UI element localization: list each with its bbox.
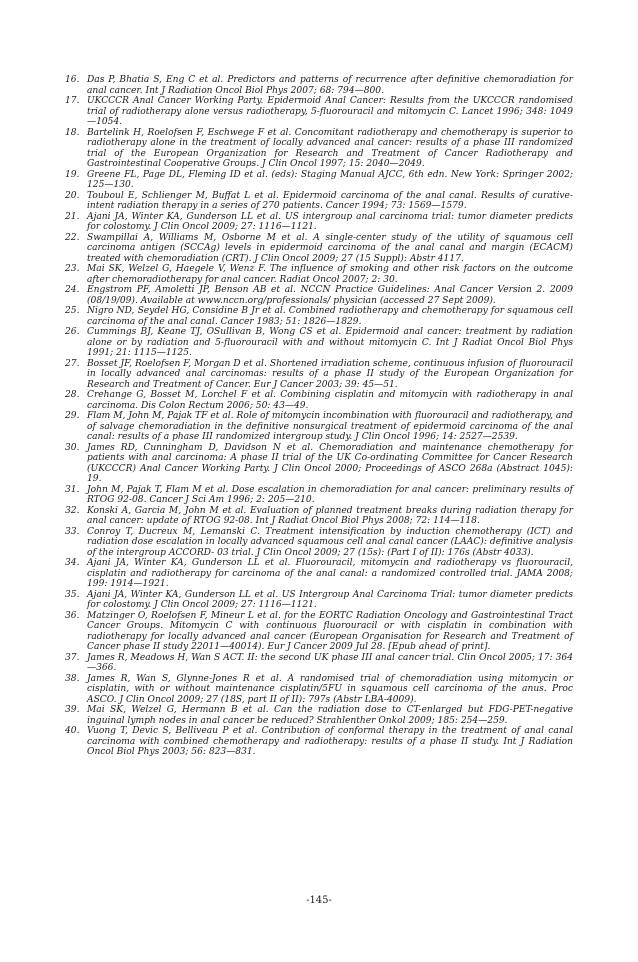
reference-item — [65, 726, 573, 758]
reference-text: Ajani JA, Winter KA, Gunderson LL et al. US intergroup anal carcinoma trial: tumor diameter predicts for colostomy. J Clin Oncol 2009; 27: 1116—1121. — [87, 211, 573, 232]
page-number: -145- — [306, 895, 332, 906]
reference-item — [65, 506, 573, 527]
reference-number: 31. — [65, 484, 80, 495]
reference-item — [65, 590, 573, 611]
reference-text: John M, Pajak T, Flam M et al. Dose escalation in chemoradiation for anal cancer: preliminary results of RTOG 92-08. Cancer J Sci Am 1996; 2: 205—210. — [87, 484, 573, 505]
reference-text: UKCCCR Anal Cancer Working Party. Epidermoid Anal Cancer: Results from the UKCCCR randomised trial of radiotherapy alone versus radiotherapy, 5-fluorouracil and mitomycin C. Lancet 1996; 348: 1049—1054. — [87, 96, 573, 127]
reference-number: 36. — [65, 610, 80, 621]
reference-item — [65, 285, 573, 306]
reference-item — [65, 390, 573, 411]
reference-text: James R, Wan S, Glynne-Jones R et al. A randomised trial of chemoradiation using mitomycin or cisplatin, with or without maintenance cisplatin/5FU in squamous cell carcinoma of the anus. Proc ASCO. J Clin Oncol 2009; 27 (18S, part II of II): 797s (Abstr LBA-4009). — [87, 673, 573, 705]
reference-number: 21. — [65, 211, 80, 222]
reference-text: Das P, Bhatia S, Eng C et al. Predictors and patterns of recurrence after definitive chemoradiation for anal cancer. Int J Radiation Oncol Biol Phys 2007; 68: 794—800. — [87, 75, 573, 96]
reference-item — [65, 191, 573, 212]
reference-text: Matzinger O, Roelofsen F, Mineur L et al. for the EORTC Radiation Oncology and Gastrointestinal Tract Cancer Groups. Mitomycin C with continuous fluorouracil or with cisplatin in combination with radiotherapy for locally advanced anal cancer (European Organisation for Research and Treatment of Cancer phase II study 22011—40014). Eur J Cancer 2009 Jul 28. [Epub ahead of print]. — [87, 610, 573, 652]
reference-number: 33. — [65, 526, 80, 537]
reference-text: Mai SK, Welzel G, Haegele V, Wenz F. The influence of smoking and other risk factors on the outcome after chemoradiotherapy for anal cancer. Radiat Oncol 2007; 2: 30. — [87, 264, 573, 285]
reference-number: 20. — [65, 190, 80, 201]
reference-item — [65, 212, 573, 233]
reference-item — [65, 170, 573, 191]
reference-number: 24. — [65, 285, 80, 295]
reference-text: Cummings BJ, Keane TJ, OSullivan B, Wong CS et al. Epidermoid anal cancer: treatment by radiation alone or by radiation and 5-fluorouracil with and without mitomycin C. Int J Radiat Oncol Biol Phys 1991; 21: 1115—1125. — [87, 327, 573, 358]
reference-number: 40. — [65, 726, 80, 736]
reference-number: 32. — [65, 505, 80, 516]
reference-item — [65, 674, 573, 706]
reference-text: Bartelink H, Roelofsen F, Eschwege F et al. Concomitant radiotherapy and chemotherapy is superior to radiotherapy alone in the treatment of locally advanced anal cancer: results of a phase III randomized trial of the European Organization for Research and Treatment of Cancer Radiotherapy and Gastrointestinal Cooperative Groups. J Clin Oncol 1997; 15: 2040—2049. — [87, 127, 573, 169]
reference-text: Engstrom PF, Amoletti JP, Benson AB et al. NCCN Practice Guidelines: Anal Cancer Version 2. 2009 (08/19/09). Available at www.nccn.org/professionals/ physician (accessed 27 Sept 2009). — [87, 285, 573, 306]
reference-number: 37. — [65, 652, 80, 663]
reference-number: 23. — [65, 264, 80, 274]
reference-text: Touboul E, Schlienger M, Buffat L et al. Epidermoid carcinoma of the anal canal. Results of curative-intent radiation therapy in a series of 270 patients. Cancer 1994; 73: 1569—1579. — [87, 190, 573, 211]
reference-number: 26. — [65, 327, 80, 337]
reference-item — [65, 233, 573, 265]
reference-text: Mai SK, Welzel G, Hermann B et al. Can the radiation dose to CT-enlarged but FDG-PET-negative inguinal lymph nodes in anal cancer be reduced? Strahlenther Onkol 2009; 185: 254—259. — [87, 705, 573, 726]
reference-number: 25. — [65, 306, 80, 316]
reference-number: 38. — [65, 673, 80, 684]
reference-text: James RD, Cunningham D, Davidson N et al. Chemoradiation and maintenance chemotherapy for patients with anal carcinoma: A phase II trial of the UK Co-ordinating Committee for Cancer Research (UKCCCR) Anal Cancer Working Party. J Clin Oncol 2000; Proceedings of ASCO 268a (Abstract 1045): 19. — [87, 442, 573, 484]
reference-number: 17. — [65, 96, 80, 106]
reference-text: Vuong T, Devic S, Belliveau P et al. Contribution of conformal therapy in the treatment of anal canal carcinoma with combined chemotherapy and radiotherapy: results of a phase II study. Int J Radiation Oncol Biol Phys 2003; 56: 823—831. — [87, 726, 573, 757]
reference-item — [65, 443, 573, 485]
reference-text: Bosset JF, Roelofsen F, Morgan D et al. Shortened irradiation scheme, continuous infusion of fluorouracil in locally advanced anal carcinomas: results of a phase II study of the European Organization for Research and Treatment of Cancer. Eur J Cancer 2003; 39: 45—51. — [87, 358, 573, 390]
reference-item — [65, 653, 573, 674]
reference-text: Nigro ND, Seydel HG, Considine B Jr et al. Combined radiotherapy and chemotherapy for squamous cell carcinoma of the anal canal. Cancer 1983; 51: 1826—1829. — [87, 306, 573, 327]
reference-text: Swampillai A, Williams M, Osborne M et al. A single-center study of the utility of squamous cell carcinoma antigen (SCCAg) levels in epidermoid carcinoma of the anal canal and margin (ECACM) treated with chemoradiation (CRT). J Clin Oncol 2009; 27 (15 Suppl): Abstr 4117. — [87, 232, 573, 264]
reference-item — [65, 96, 573, 128]
reference-text: Flam M, John M, Pajak TF et al. Role of mitomycin incombination with fluorouracil and radiotherapy, and of salvage chemoradiation in the definitive nonsurgical treatment of epidermoid carcinoma of the anal canal: results of a phase III randomized intergroup study. J Clin Oncol 1996; 14: 2527—2539. — [87, 411, 573, 442]
reference-number: 22. — [65, 232, 80, 243]
reference-number: 16. — [65, 75, 80, 85]
reference-item — [65, 306, 573, 327]
reference-number: 34. — [65, 558, 80, 568]
reference-item — [65, 485, 573, 506]
reference-item — [65, 411, 573, 443]
reference-number: 27. — [65, 358, 80, 369]
reference-number: 39. — [65, 705, 80, 715]
reference-list — [65, 75, 573, 758]
reference-text: Crehange G, Bosset M, Lorchel F et al. Combining cisplatin and mitomycin with radiotherapy in anal carcinoma. Dis Colon Rectum 2006; 50: 43—49. — [87, 390, 573, 411]
reference-text: Ajani JA, Winter KA, Gunderson LL et al. US Intergroup Anal Carcinoma Trial: tumor diameter predicts for colostomy. J Clin Oncol 2009; 27: 1116—1121. — [87, 589, 573, 610]
reference-item — [65, 359, 573, 391]
reference-item — [65, 558, 573, 590]
reference-item — [65, 611, 573, 653]
reference-text: Conroy T, Ducreux M, Lemanski C. Treatment intensification by induction chemotherapy (ICT) and radiation dose escalation in locally advanced squamous cell anal canal cancer (LAAC): definitive analysis of the intergroup ACCORD- 03 trial. J Clin Oncol 2009; 27 (15s): (Part I of II): 176s (Abstr 4033). — [87, 526, 573, 558]
reference-number: 19. — [65, 169, 80, 180]
reference-text: Konski A, Garcia M, John M et al. Evaluation of planned treatment breaks during radiation therapy for anal cancer: update of RTOG 92-08. Int J Radiat Oncol Biol Phys 2008; 72: 114—118. — [87, 505, 573, 526]
reference-item — [65, 128, 573, 170]
reference-text: Ajani JA, Winter KA, Gunderson LL et al. Fluorouracil, mitomycin and radiotherapy vs fluorouracil, cisplatin and radiotherapy for carcinoma of the anal canal: a randomized controlled trial. JAMA 2008; 199: 1914—1921. — [87, 558, 573, 589]
reference-item — [65, 705, 573, 726]
reference-number: 30. — [65, 442, 80, 453]
reference-text: James R, Meadows H, Wan S ACT. II: the second UK phase III anal cancer trial. Clin Oncol 2005; 17: 364—366. — [87, 652, 573, 673]
reference-number: 35. — [65, 589, 80, 600]
reference-item — [65, 75, 573, 96]
reference-item — [65, 527, 573, 559]
reference-item — [65, 327, 573, 359]
reference-item — [65, 264, 573, 285]
reference-number: 29. — [65, 411, 80, 421]
reference-number: 28. — [65, 390, 80, 400]
reference-number: 18. — [65, 127, 80, 138]
reference-text: Greene FL, Page DL, Fleming ID et al. (eds): Staging Manual AJCC, 6th edn. New York: Springer 2002; 125—130. — [87, 169, 573, 190]
